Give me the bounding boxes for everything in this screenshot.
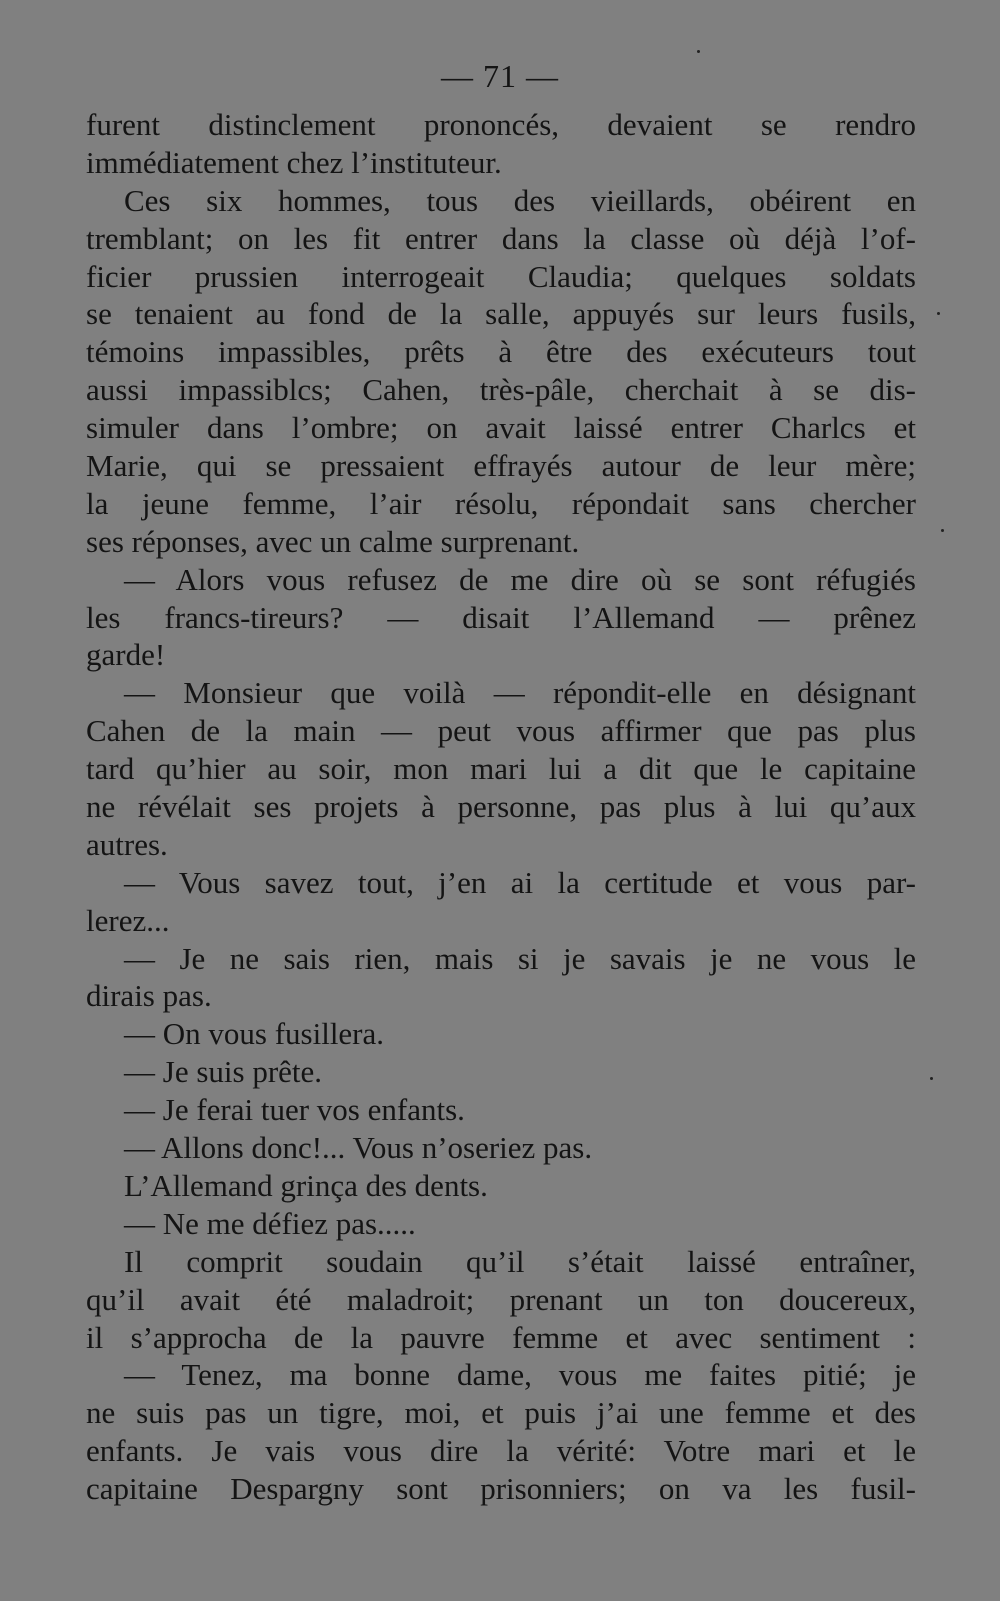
text-line: autres. [86, 826, 168, 862]
text-line: ne révélait ses projets à personne, pas plus à lui qu’aux [86, 789, 916, 825]
text-line: — Tenez, ma bonne dame, vous me faites pitié; je [124, 1357, 916, 1393]
text-line: ficier prussien interrogeait Claudia; quelques soldats [86, 258, 916, 294]
text-line: les francs-tireurs? — disait l’Allemand — prênez [86, 599, 916, 635]
text-line: dirais pas. [86, 978, 212, 1014]
text-line: — Vous savez tout, j’en ai la certitude et vous par- [124, 864, 916, 900]
text-line: la jeune femme, l’air résolu, répondait sans chercher [86, 485, 916, 521]
text-line: simuler dans l’ombre; on avait laissé entrer Charlcs et [86, 410, 916, 446]
text-line: qu’il avait été maladroit; prenant un ton doucereux, [86, 1281, 916, 1317]
text-line: — On vous fusillera. [124, 1016, 385, 1052]
print-speck [941, 529, 944, 532]
text-line: se tenaient au fond de la salle, appuyés sur leurs fusils, [86, 296, 916, 332]
text-line: enfants. Je vais vous dire la vérité: Votre mari et le [86, 1433, 916, 1469]
text-line: — Ne me défiez pas..... [124, 1205, 416, 1241]
text-line: Cahen de la main — peut vous affirmer que pas plus [86, 713, 916, 749]
text-line: ses réponses, avec un calme surprenant. [86, 523, 580, 559]
print-speck [697, 50, 700, 53]
text-line: aussi impassiblcs; Cahen, très-pâle, cherchait à se dis- [86, 372, 916, 408]
text-line: — Je ferai tuer vos enfants. [124, 1092, 465, 1128]
text-line: il s’approcha de la pauvre femme et avec sentiment : [86, 1319, 916, 1355]
print-speck [930, 1077, 933, 1080]
text-line: capitaine Despargny sont prisonniers; on va les fusil- [86, 1471, 916, 1507]
text-line: lerez... [86, 902, 170, 938]
body-text [86, 106, 916, 1508]
text-line: garde! [86, 637, 166, 673]
text-line: — Alors vous refusez de me dire où se sont réfugiés [124, 561, 916, 597]
text-line: — Allons donc!... Vous n’oseriez pas. [124, 1130, 593, 1166]
text-line: tremblant; on les fit entrer dans la classe où déjà l’of- [86, 220, 916, 256]
text-line: Marie, qui se pressaient effrayés autour de leur mère; [86, 448, 916, 484]
text-line: tard qu’hier au soir, mon mari lui a dit que le capitaine [86, 751, 916, 787]
text-line: — Je ne sais rien, mais si je savais je ne vous le [124, 940, 916, 976]
print-speck [937, 312, 940, 315]
text-line: — Je suis prête. [124, 1054, 323, 1090]
text-line: Il comprit soudain qu’il s’était laissé entraîner, [124, 1243, 916, 1279]
text-line: Ces six hommes, tous des vieillards, obéirent en [124, 182, 916, 218]
text-line: ne suis pas un tigre, moi, et puis j’ai une femme et des [86, 1395, 916, 1431]
page-number: — 71 — [441, 58, 559, 94]
text-line: immédiatement chez l’instituteur. [86, 144, 502, 180]
text-line: témoins impassibles, prêts à être des exécuteurs tout [86, 334, 916, 370]
text-line: — Monsieur que voilà — répondit-elle en désignant [124, 675, 916, 711]
text-line: furent distinclement prononcés, devaient se rendro [86, 107, 916, 142]
text-line: L’Allemand grinça des dents. [124, 1167, 488, 1203]
